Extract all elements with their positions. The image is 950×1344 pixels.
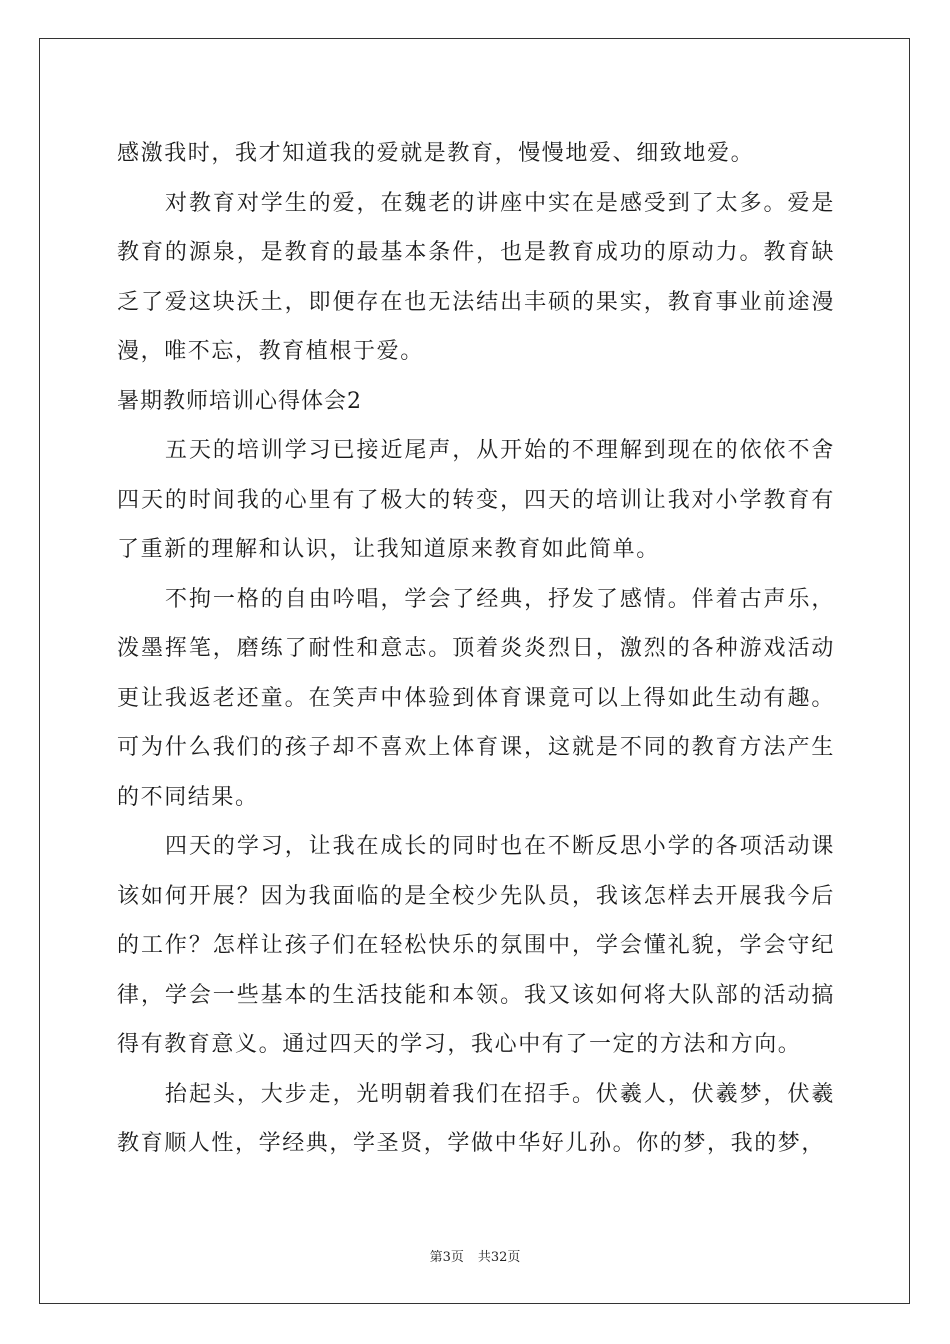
page-number: 第3页 xyxy=(429,1250,464,1265)
page-footer xyxy=(0,1246,950,1265)
paragraph: 抬起头，大步走，光明朝着我们在招手。伏羲人，伏羲梦，伏羲教育顺人性，学经典，学圣贤，学做中华好儿孙。你的梦，我的梦， xyxy=(117,1081,835,1156)
paragraph: 四天的学习，让我在成长的同时也在不断反思小学的各项活动课该如何开展？因为我面临的是全校少先队员，我该怎样去开展我今后的工作？怎样让孩子们在轻松快乐的氛围中，学会懂礼貌，学会守纪律，学会一些基本的生活技能和本领。我又该如何将大队部的活动搞得有教育意义。通过四天的学习，我心中有了一定的方法和方向。 xyxy=(117,834,835,1057)
paragraph-continuation: 感激我时，我才知道我的爱就是教育，慢慢地爱、细致地爱。 xyxy=(117,141,755,166)
document-body xyxy=(117,129,835,1169)
paragraph: 对教育对学生的爱，在魏老的讲座中实在是感受到了太多。爱是教育的源泉，是教育的最基本条件，也是教育成功的原动力。教育缺乏了爱这块沃土，即便存在也无法结出丰硕的果实，教育事业前途漫漫，唯不忘，教育植根于爱。 xyxy=(117,190,835,364)
page-total: 共32页 xyxy=(477,1250,521,1265)
paragraph: 不拘一格的自由吟唱，学会了经典，抒发了感情。伴着古声乐，泼墨挥笔，磨练了耐性和意志。顶着炎炎烈日，激烈的各种游戏活动更让我返老还童。在笑声中体验到体育课竟可以上得如此生动有趣。可为什么我们的孩子却不喜欢上体育课，这就是不同的教育方法产生的不同结果。 xyxy=(117,586,835,810)
paragraph: 五天的培训学习已接近尾声，从开始的不理解到现在的依依不舍四天的时间我的心里有了极大的转变，四天的培训让我对小学教育有了重新的理解和认识，让我知道原来教育如此简单。 xyxy=(117,438,835,562)
section-heading: 暑期教师培训心得体会2 xyxy=(117,388,362,414)
